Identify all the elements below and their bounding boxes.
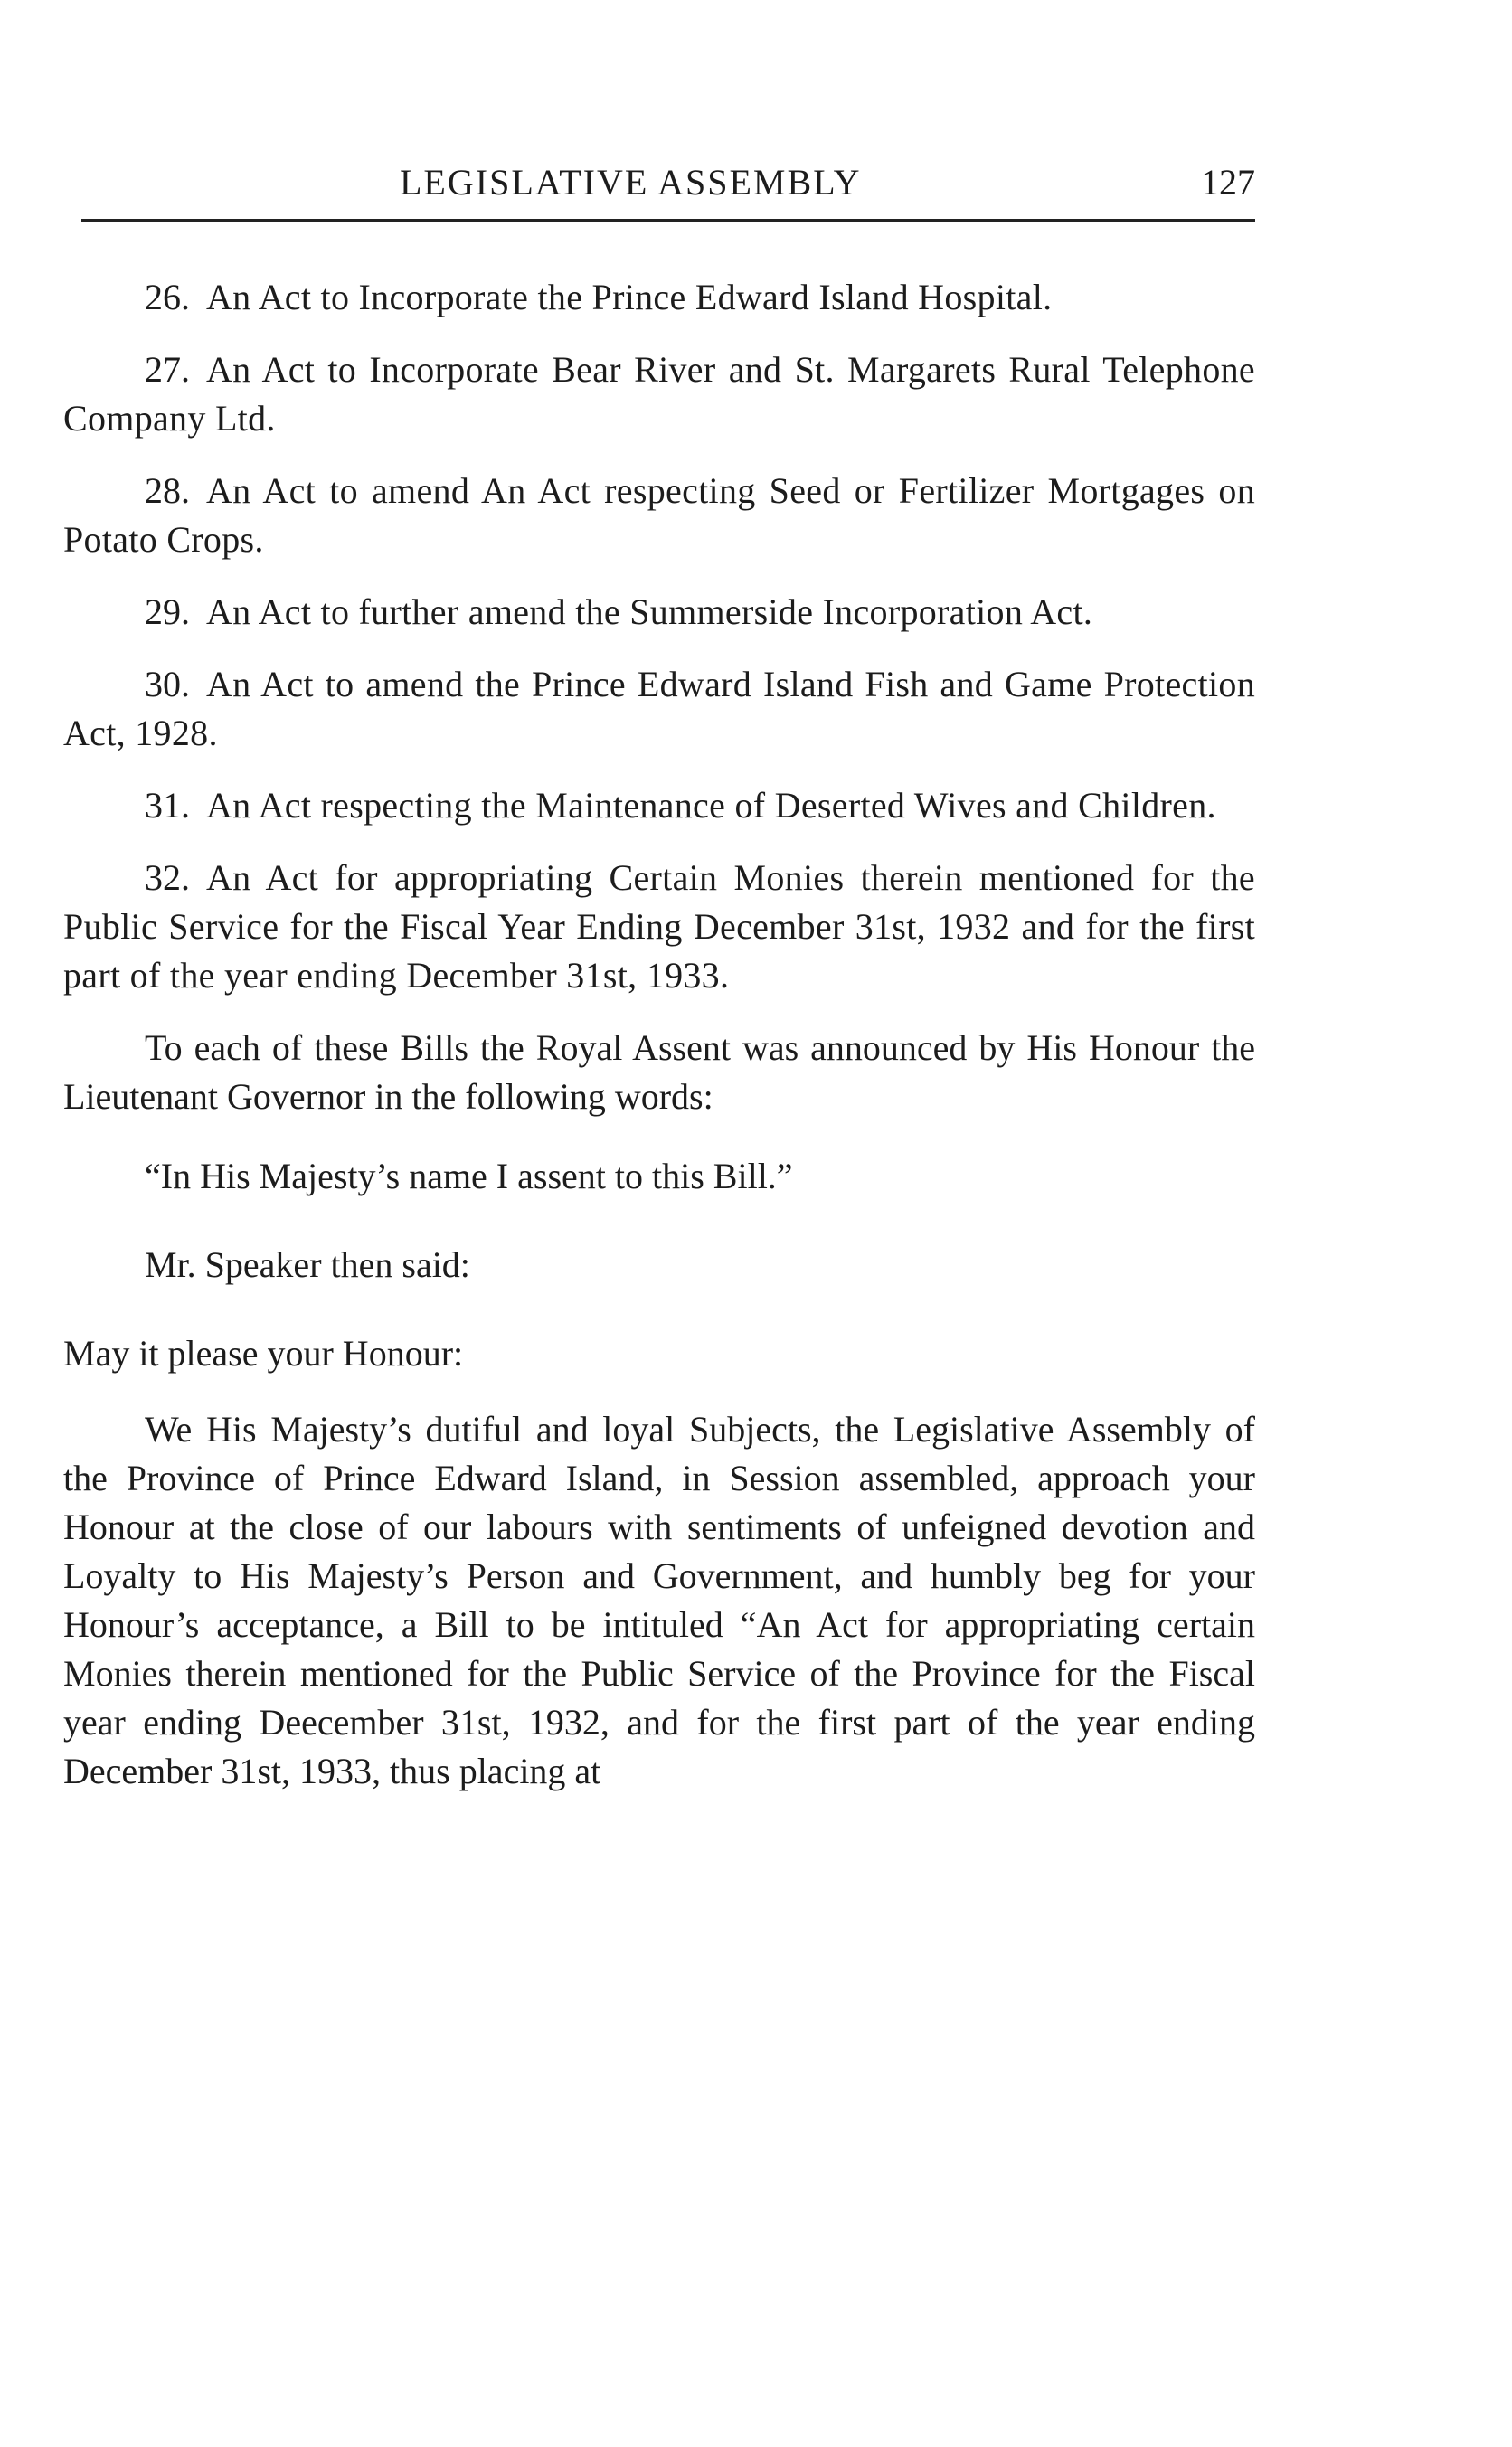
act-item [63,781,1255,830]
act-number: 26. [145,277,190,317]
speaker-intro: Mr. Speaker then said: [145,1244,470,1285]
act-item [63,345,1255,443]
running-title: LEGISLATIVE ASSEMBLY [400,162,862,203]
act-number: 30. [145,664,190,704]
act-number: 27. [145,349,190,390]
act-title: An Act respecting the Maintenance of Deserted Wives and Children. [206,785,1216,826]
running-header [63,161,1255,206]
assent-announcement: To each of these Bills the Royal Assent was announced by His Honour the Lieutenant Governor in the following words: [63,1027,1255,1117]
act-number: 29. [145,591,190,632]
act-item [63,660,1255,758]
address-salutation: May it please your Honour: [63,1333,464,1374]
act-number: 32. [145,857,190,898]
act-item [63,467,1255,564]
act-title: An Act to amend An Act respecting Seed or Fertilizer Mortgages on Potato Crops. [63,470,1255,560]
act-title: An Act to Incorporate the Prince Edward Island Hospital. [206,277,1053,317]
page-number: 127 [1201,162,1255,203]
body-text [63,273,1255,1819]
act-item [63,854,1255,1000]
header-rule [81,219,1255,222]
assent-quote: “In His Majesty’s name I assent to this Bill.” [145,1156,793,1196]
act-title: An Act for appropriating Certain Monies therein mentioned for the Public Service for the Fiscal Year Ending December 31st, 1932 and for the first part of the year ending December 31st, 1933. [63,857,1255,996]
act-title: An Act to Incorporate Bear River and St. Margarets Rural Telephone Company Ltd. [63,349,1255,439]
act-title: An Act to amend the Prince Edward Island Fish and Game Protection Act, 1928. [63,664,1255,753]
act-item [63,273,1255,322]
act-item [63,588,1255,637]
act-number: 31. [145,785,190,826]
address-body: We His Majesty’s dutiful and loyal Subjects, the Legislative Assembly of the Province of Prince Edward Island, in Session assembled, approach your Honour at the close of our labours with sentiments of unfeigned devotion and Loyalty to His Majesty’s Person and Government, and humbly beg for your Honour’s acceptance, a Bill to be intituled “An Act for appropriating certain Monies therein mentioned for the Public Service of the Province for the Fiscal year ending Deecember 31st, 1932, and for the first part of the year ending December 31st, 1933, thus placing at [63,1409,1255,1791]
act-title: An Act to further amend the Summerside Incorporation Act. [206,591,1093,632]
act-number: 28. [145,470,190,511]
